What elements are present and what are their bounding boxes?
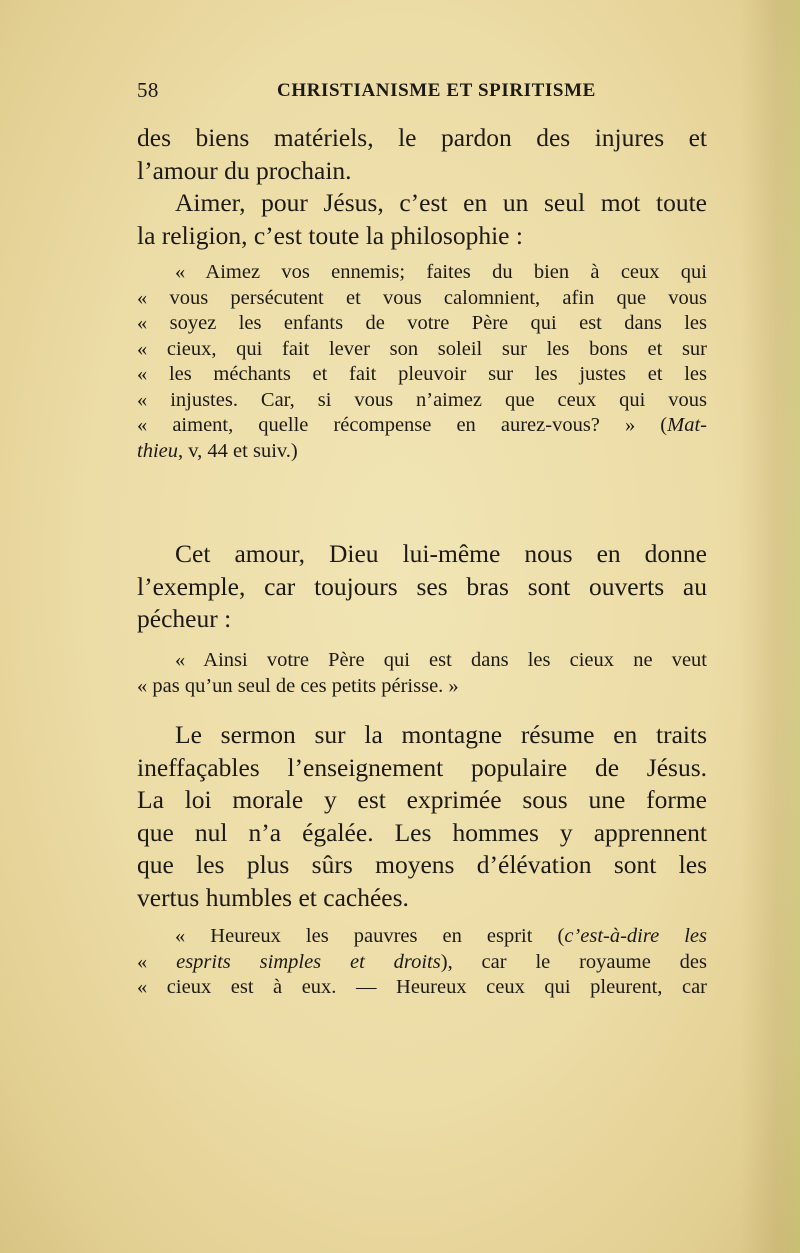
quotation-1	[137, 260, 707, 464]
quote-line: « injustes. Car, si vous n’aimez que ceux qui vous	[137, 388, 707, 411]
citation-title: Mat-	[667, 414, 707, 436]
quote-line: « Aimez vos ennemis; faites du bien à ceux qui	[175, 261, 707, 283]
text-line: vertus humbles et cachées.	[137, 882, 409, 912]
quote-line: « soyez les enfants de votre Père qui est dans les	[137, 312, 707, 334]
citation-title: thieu	[137, 439, 178, 462]
quote-line: « esprits simples et droits), car le royaume des	[137, 950, 707, 973]
quote-line: « Heureux les pauvres en esprit (c’est-à-dire les	[175, 925, 708, 947]
italic-gloss: c’est-à-dire les	[564, 925, 708, 947]
text-line: l’amour du prochain.	[137, 155, 352, 185]
text-line: Cet amour, Dieu lui-même nous en donne	[175, 539, 707, 568]
text-line: que les plus sûrs moyens d’élévation sont les	[137, 850, 707, 879]
quote-line: « les méchants et fait pleuvoir sur les justes et les	[137, 363, 707, 385]
quote-line: « aiment, quelle récompense en aurez-vous? » (Mat-	[137, 414, 707, 436]
page-edge-shadow	[740, 0, 800, 1253]
text-line: des biens matériels, le pardon des injures et	[137, 123, 707, 152]
paragraph-1	[137, 122, 707, 187]
page-number: 58	[137, 78, 159, 102]
text-line: l’exemple, car toujours ses bras sont ouverts au	[137, 571, 707, 601]
running-title: CHRISTIANISME ET SPIRITISME	[277, 80, 596, 101]
italic-gloss: esprits simples et droits	[176, 950, 441, 973]
paragraph-3	[137, 538, 707, 636]
text-line: la religion, c’est toute la philosophie :	[137, 220, 523, 250]
quote-line: « Ainsi votre Père qui est dans les cieux ne veut	[175, 649, 707, 671]
text-line: La loi morale y est exprimée sous une forme	[137, 785, 707, 814]
text-line: Le sermon sur la montagne résume en traits	[175, 720, 707, 749]
quote-line: « cieux est à eux. — Heureux ceux qui pleurent, car	[137, 976, 707, 998]
quote-line: « cieux, qui fait lever son soleil sur les bons et sur	[137, 337, 707, 360]
text-line: ineffaçables l’enseignement populaire de Jésus.	[137, 752, 707, 782]
quotation-3	[137, 924, 707, 1001]
quote-line: « vous persécutent et vous calomnient, afin que vous	[137, 286, 707, 309]
text-line: pécheur :	[137, 604, 232, 633]
quote-line: thieu, v, 44 et suiv.)	[137, 439, 298, 462]
paragraph-2	[137, 187, 707, 252]
text-line: Aimer, pour Jésus, c’est en un seul mot toute	[175, 188, 707, 217]
text-line: que nul n’a égalée. Les hommes y apprennent	[137, 817, 707, 847]
quotation-2	[137, 648, 707, 699]
quote-line: « pas qu’un seul de ces petits périsse. »	[137, 674, 459, 697]
paragraph-4	[137, 719, 707, 914]
